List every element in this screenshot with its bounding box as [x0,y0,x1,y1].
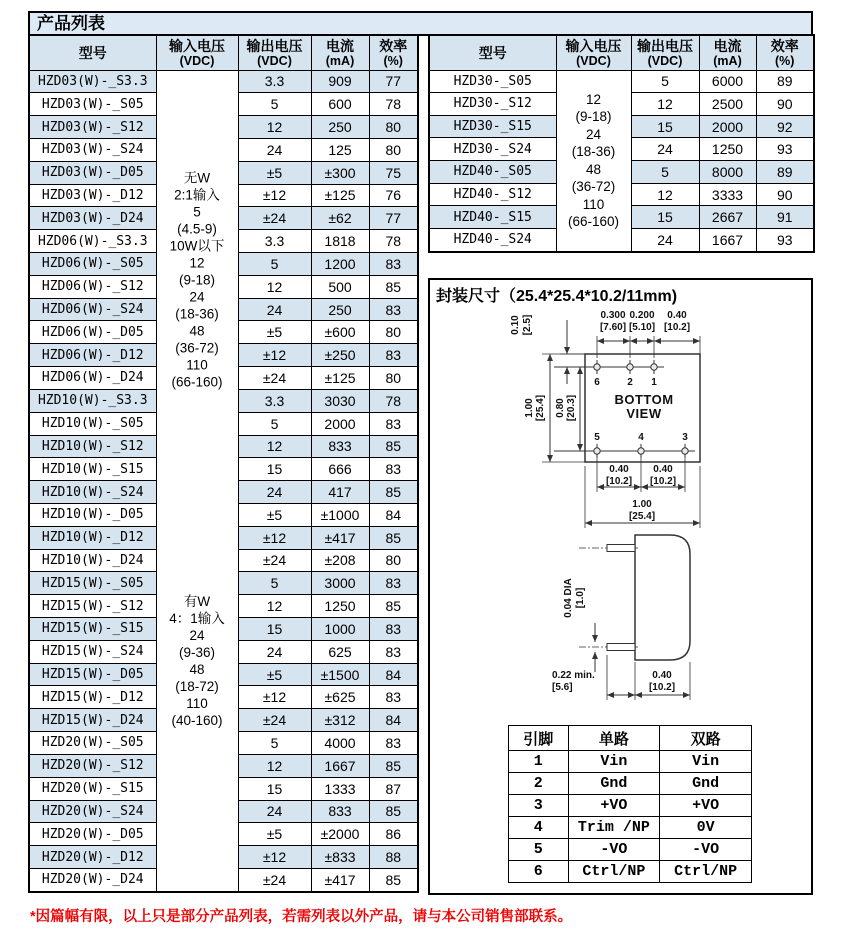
model-cell: HZD10(W)-_S3.3 [29,389,156,412]
current-cell: 833 [311,435,369,458]
dim-label: [5.6] [552,682,573,693]
efficiency-cell: 90 [756,93,814,116]
model-cell: HZD06(W)-_S3.3 [29,230,156,253]
view-label: VIEW [626,406,662,421]
input-voltage-cell [156,70,238,892]
input-voltage-cell [556,70,631,252]
pin-number: 6 [509,861,569,883]
efficiency-cell: 93 [756,138,814,161]
output-voltage-cell: 24 [631,138,699,161]
dim-label: [10.2] [648,682,676,693]
output-voltage-cell: 12 [238,116,311,139]
model-cell: HZD06(W)-_S12 [29,275,156,298]
current-cell: 1667 [311,754,369,777]
efficiency-cell: 83 [369,253,418,276]
model-cell: HZD10(W)-_D12 [29,526,156,549]
dim-label: [7.60] [599,322,627,333]
efficiency-cell: 76 [369,184,418,207]
efficiency-cell: 83 [369,298,418,321]
efficiency-cell: 84 [369,663,418,686]
efficiency-cell: 91 [756,206,814,229]
efficiency-cell: 78 [369,230,418,253]
output-voltage-cell: 24 [238,138,311,161]
dim-label: 0.40 [609,464,629,475]
output-voltage-cell: ±12 [238,686,311,709]
model-cell: HZD03(W)-_D05 [29,161,156,184]
output-voltage-cell: 15 [238,777,311,800]
efficiency-cell: 83 [369,640,418,663]
pin-table [508,725,752,883]
model-cell: HZD03(W)-_S12 [29,116,156,139]
current-cell: ±300 [311,161,369,184]
pin-row [509,817,752,839]
efficiency-cell: 80 [369,138,418,161]
model-cell: HZD15(W)-_S12 [29,595,156,618]
dim-label: [25.4] [535,394,546,422]
model-cell: HZD03(W)-_D12 [29,184,156,207]
model-cell: HZD15(W)-_D24 [29,709,156,732]
input-voltage-text: 无W 2:1输入 5 (4.5-9) 10W以下 12 (9-18) 24 (18-36) 48 (36-72) 110 (66-160) [169,170,225,390]
current-cell: ±208 [311,549,369,572]
pin-column-header: 双路 [660,726,752,751]
efficiency-cell: 85 [369,435,418,458]
dim-label: 0.200 [629,310,655,321]
current-cell: 125 [311,138,369,161]
pin-number: 1 [651,377,657,388]
package-title: 封装尺寸（25.4*25.4*10.2/11mm) [436,288,678,305]
model-cell: HZD03(W)-_S24 [29,138,156,161]
input-voltage-text: 12 (9-18) 24 (18-36) 48 (36-72) 110 (66-160) [567,91,620,230]
bottom-view-diagram [430,300,811,553]
efficiency-cell: 85 [369,868,418,892]
pin-side [607,545,635,552]
column-header: 输入电压 (VDC) [156,35,238,70]
column-header: 型号 [429,35,556,70]
pin-function: -VO [660,839,752,861]
efficiency-cell: 84 [369,503,418,526]
pin-function: Vin [660,751,752,773]
output-voltage-cell: 15 [631,206,699,229]
column-header: 电流 (mA) [699,35,756,70]
efficiency-cell: 83 [369,732,418,755]
dim-label: 1.00 [632,499,652,510]
output-voltage-cell: 15 [631,115,699,138]
output-voltage-cell: ±24 [238,207,311,230]
pin-column-header: 引脚 [509,726,569,751]
dim-label: 1.00 [524,398,535,418]
efficiency-cell: 86 [369,823,418,846]
dim-label: [5.10] [628,322,656,333]
current-cell: ±417 [311,868,369,892]
current-cell: ±417 [311,526,369,549]
current-cell: 625 [311,640,369,663]
package-section [428,278,813,895]
efficiency-cell: 85 [369,595,418,618]
current-cell: 417 [311,481,369,504]
pin-side [607,644,635,651]
model-cell: HZD06(W)-_D24 [29,367,156,390]
output-voltage-cell: 12 [631,183,699,206]
model-cell: HZD20(W)-_S24 [29,800,156,823]
current-cell: ±125 [311,367,369,390]
output-voltage-cell: 5 [631,70,699,93]
model-cell: HZD10(W)-_D24 [29,549,156,572]
current-cell: ±62 [311,207,369,230]
product-row [429,70,814,93]
current-cell: 1667 [699,228,756,252]
pin-function: Ctrl/NP [568,861,660,883]
model-cell: HZD15(W)-_D05 [29,663,156,686]
pin-number: 6 [594,377,600,388]
current-cell: 6000 [699,70,756,93]
current-cell: 1200 [311,253,369,276]
efficiency-cell: 77 [369,70,418,93]
output-voltage-cell: ±5 [238,823,311,846]
current-cell: 909 [311,70,369,93]
efficiency-cell: 85 [369,526,418,549]
page-title: 产品列表 [37,14,105,33]
efficiency-cell: 88 [369,846,418,869]
current-cell: 500 [311,275,369,298]
current-cell: 3333 [699,183,756,206]
current-cell: 666 [311,458,369,481]
pin-number: 4 [638,432,644,443]
model-cell: HZD15(W)-_S24 [29,640,156,663]
efficiency-cell: 83 [369,458,418,481]
current-cell: ±625 [311,686,369,709]
current-cell: 3000 [311,572,369,595]
output-voltage-cell: ±5 [238,503,311,526]
model-cell: HZD40-_S15 [429,206,556,229]
output-voltage-cell: 3.3 [238,230,311,253]
output-voltage-cell: ±12 [238,184,311,207]
output-voltage-cell: ±24 [238,549,311,572]
header-row [29,35,418,70]
model-cell: HZD40-_S24 [429,228,556,252]
current-cell: 3030 [311,389,369,412]
output-voltage-cell: 5 [238,572,311,595]
efficiency-cell: 83 [369,618,418,641]
dim-label: [10.2] [649,476,677,487]
dim-label: [25.4] [628,511,656,522]
pin-row [509,795,752,817]
output-voltage-cell: ±5 [238,161,311,184]
efficiency-cell: 90 [756,183,814,206]
efficiency-cell: 93 [756,228,814,252]
current-cell: 2000 [311,412,369,435]
efficiency-cell: 85 [369,800,418,823]
pin-function: Vin [568,751,660,773]
side-view-diagram [430,530,811,708]
output-voltage-cell: 5 [238,93,311,116]
dim-label: [1.0] [575,587,586,609]
pin-number: 2 [509,773,569,795]
model-cell: HZD10(W)-_S05 [29,412,156,435]
pin-row [509,839,752,861]
model-cell: HZD20(W)-_S05 [29,732,156,755]
efficiency-cell: 89 [756,161,814,184]
efficiency-cell: 77 [369,207,418,230]
model-cell: HZD10(W)-_D05 [29,503,156,526]
model-cell: HZD06(W)-_S24 [29,298,156,321]
model-cell: HZD20(W)-_D05 [29,823,156,846]
output-voltage-cell: 24 [238,481,311,504]
product-table-left [28,34,419,893]
efficiency-cell: 92 [756,115,814,138]
pin-number: 2 [627,377,633,388]
dim-label: 0.300 [600,310,626,321]
pin-number: 1 [509,751,569,773]
model-cell: HZD03(W)-_S05 [29,93,156,116]
output-voltage-cell: 5 [238,412,311,435]
model-cell: HZD15(W)-_S15 [29,618,156,641]
current-cell: ±312 [311,709,369,732]
model-cell: HZD20(W)-_D24 [29,868,156,892]
current-cell: 1333 [311,777,369,800]
output-voltage-cell: ±12 [238,846,311,869]
header-row [429,35,814,70]
dim-label: [10.2] [605,476,633,487]
efficiency-cell: 80 [369,116,418,139]
pin-number: 4 [509,817,569,839]
output-voltage-cell: 3.3 [238,389,311,412]
current-cell: ±1500 [311,663,369,686]
current-cell: 4000 [311,732,369,755]
pin-function: Gnd [568,773,660,795]
current-cell: 1818 [311,230,369,253]
model-cell: HZD20(W)-_S15 [29,777,156,800]
dim-label: 0.40 [652,670,672,681]
output-voltage-cell: 24 [238,640,311,663]
column-header: 输出电压 (VDC) [238,35,311,70]
current-cell: 2000 [699,115,756,138]
model-cell: HZD10(W)-_S12 [29,435,156,458]
model-cell: HZD03(W)-_D24 [29,207,156,230]
pin-number: 3 [509,795,569,817]
efficiency-cell: 83 [369,572,418,595]
model-cell: HZD06(W)-_S05 [29,253,156,276]
model-cell: HZD20(W)-_D12 [29,846,156,869]
current-cell: 1250 [699,138,756,161]
efficiency-cell: 83 [369,686,418,709]
output-voltage-cell: 15 [238,458,311,481]
output-voltage-cell: ±5 [238,321,311,344]
efficiency-cell: 80 [369,367,418,390]
current-cell: 1000 [311,618,369,641]
efficiency-cell: 84 [369,709,418,732]
pin-function: Gnd [660,773,752,795]
pin-function: Trim /NP [568,817,660,839]
footnote: *因篇幅有限，以上只是部分产品列表，若需列表以外产品，请与本公司销售部联系。 [30,909,573,925]
column-header: 效率 (%) [369,35,418,70]
column-header: 输入电压 (VDC) [556,35,631,70]
efficiency-cell: 85 [369,481,418,504]
current-cell: 833 [311,800,369,823]
pin-number: 3 [682,432,688,443]
product-table-right [428,34,815,253]
output-voltage-cell: ±12 [238,526,311,549]
pin-function: +VO [660,795,752,817]
current-cell: 1250 [311,595,369,618]
current-cell: 250 [311,298,369,321]
current-cell: ±125 [311,184,369,207]
model-cell: HZD06(W)-_D12 [29,344,156,367]
model-cell: HZD30-_S24 [429,138,556,161]
output-voltage-cell: 24 [631,228,699,252]
pin-header-row [509,726,752,751]
efficiency-cell: 85 [369,275,418,298]
view-label: BOTTOM [614,392,674,407]
output-voltage-cell: 12 [238,435,311,458]
model-cell: HZD10(W)-_S24 [29,481,156,504]
current-cell: ±600 [311,321,369,344]
column-header: 型号 [29,35,156,70]
model-cell: HZD10(W)-_S15 [29,458,156,481]
pin-number: 5 [509,839,569,861]
output-voltage-cell: 12 [238,595,311,618]
pin-function: +VO [568,795,660,817]
dim-label: 0.04 DIA [563,578,574,618]
current-cell: 250 [311,116,369,139]
column-header: 效率 (%) [756,35,814,70]
efficiency-cell: 83 [369,344,418,367]
output-voltage-cell: 5 [631,161,699,184]
page-title-bar [28,11,813,36]
efficiency-cell: 80 [369,321,418,344]
column-header: 电流 (mA) [311,35,369,70]
efficiency-cell: 87 [369,777,418,800]
efficiency-cell: 83 [369,412,418,435]
current-cell: ±833 [311,846,369,869]
model-cell: HZD03(W)-_S3.3 [29,70,156,93]
output-voltage-cell: ±24 [238,709,311,732]
pin-row [509,751,752,773]
current-cell: ±1000 [311,503,369,526]
output-voltage-cell: 15 [238,618,311,641]
output-voltage-cell: 12 [238,754,311,777]
model-cell: HZD15(W)-_D12 [29,686,156,709]
pin-row [509,861,752,883]
output-voltage-cell: ±5 [238,663,311,686]
dim-label: [2.5] [522,314,533,336]
efficiency-cell: 75 [369,161,418,184]
model-cell: HZD30-_S05 [429,70,556,93]
efficiency-cell: 89 [756,70,814,93]
model-cell: HZD20(W)-_S12 [29,754,156,777]
pin-column-header: 单路 [568,726,660,751]
dim-label: 0.40 [667,310,687,321]
current-cell: 600 [311,93,369,116]
dim-label: 0.22 min. [552,670,595,681]
output-voltage-cell: 12 [631,93,699,116]
dim-label: 0.80 [555,398,566,418]
model-cell: HZD40-_S05 [429,161,556,184]
pin-function: 0V [660,817,752,839]
product-row [29,70,418,93]
efficiency-cell: 85 [369,754,418,777]
efficiency-cell: 78 [369,93,418,116]
efficiency-cell: 78 [369,389,418,412]
model-cell: HZD30-_S12 [429,93,556,116]
model-cell: HZD15(W)-_S05 [29,572,156,595]
package-side-outline [635,535,690,660]
current-cell: ±250 [311,344,369,367]
output-voltage-cell: 5 [238,253,311,276]
current-cell: 8000 [699,161,756,184]
current-cell: 2667 [699,206,756,229]
model-cell: HZD40-_S12 [429,183,556,206]
pin-function: -VO [568,839,660,861]
output-voltage-cell: 24 [238,800,311,823]
output-voltage-cell: 24 [238,298,311,321]
output-voltage-cell: 5 [238,732,311,755]
pin-number: 5 [594,432,600,443]
pin-row [509,773,752,795]
dim-label: [20.3] [566,394,577,422]
output-voltage-cell: 3.3 [238,70,311,93]
output-voltage-cell: ±24 [238,367,311,390]
pin-function: Ctrl/NP [660,861,752,883]
input-voltage-text: 有W 4：1输入 24 (9-36) 48 (18-72) 110 (40-160) [169,594,225,729]
current-cell: 2500 [699,93,756,116]
output-voltage-cell: ±12 [238,344,311,367]
model-cell: HZD30-_S15 [429,115,556,138]
efficiency-cell: 80 [369,549,418,572]
model-cell: HZD06(W)-_D05 [29,321,156,344]
dim-label: [10.2] [663,322,691,333]
column-header: 输出电压 (VDC) [631,35,699,70]
output-voltage-cell: ±24 [238,868,311,892]
output-voltage-cell: 12 [238,275,311,298]
dim-label: 0.10 [510,315,521,335]
dim-label: 0.40 [653,464,673,475]
current-cell: ±2000 [311,823,369,846]
